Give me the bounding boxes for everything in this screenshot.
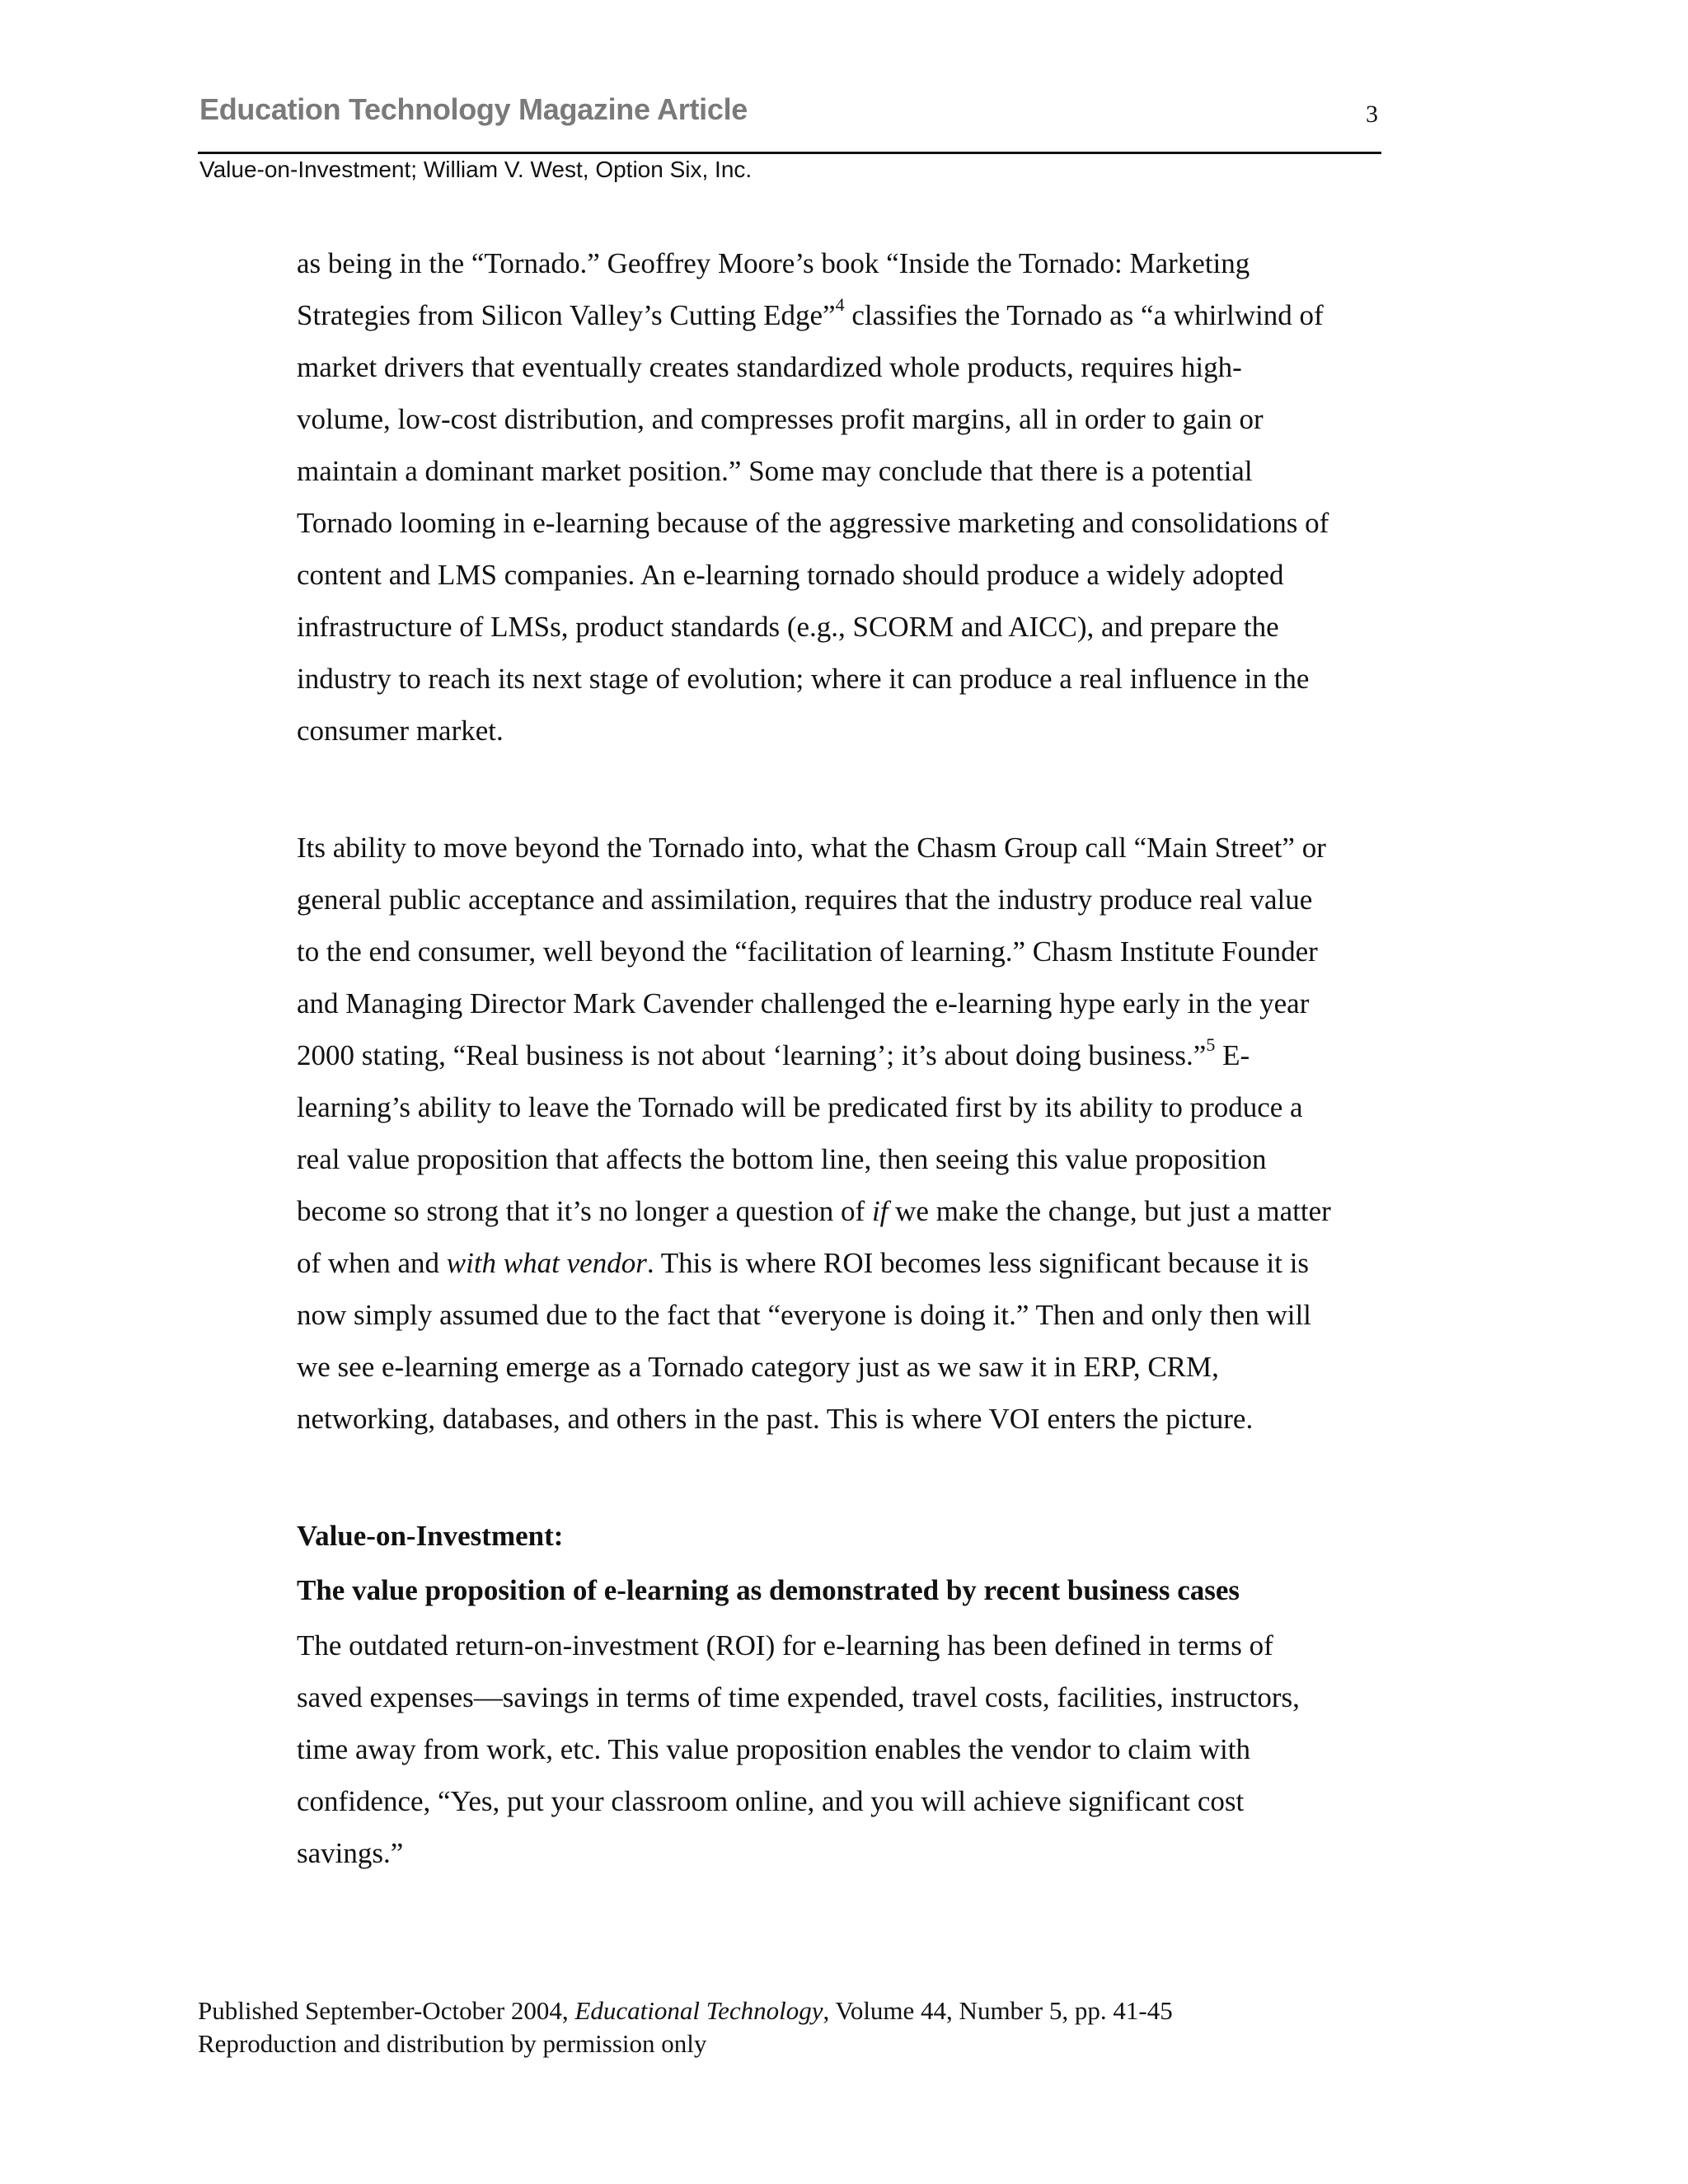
text-line: Tornado looming in e-learning because of the aggressive marketing and consolidations of bbox=[297, 507, 1329, 539]
text-line: maintain a dominant market position.” Some may conclude that there is a potential bbox=[297, 455, 1253, 487]
page-header bbox=[198, 92, 1381, 154]
text-line: and Managing Director Mark Cavender challenged the e-learning hype early in the year bbox=[297, 987, 1310, 1019]
text-span: E- bbox=[1215, 1039, 1250, 1071]
text-line: as being in the “Tornado.” Geoffrey Moore’s book “Inside the Tornado: Marketing bbox=[297, 247, 1250, 279]
text-line: savings.” bbox=[297, 1837, 404, 1869]
text-line: time away from work, etc. This value proposition enables the vendor to claim with bbox=[297, 1733, 1250, 1765]
paragraph-2 bbox=[297, 822, 1385, 1445]
page-footer bbox=[198, 1994, 1173, 2060]
text-span: . This is where ROI becomes less significant because it is bbox=[646, 1247, 1310, 1279]
text-span: , Volume 44, Number 5, pp. 41-45 bbox=[823, 1996, 1173, 2025]
page-number: 3 bbox=[1366, 101, 1378, 128]
text-line: consumer market. bbox=[297, 715, 504, 747]
text-line: to the end consumer, well beyond the “facilitation of learning.” Chasm Institute Founder bbox=[297, 935, 1318, 968]
text-line: market drivers that eventually creates standardized whole products, requires high- bbox=[297, 351, 1242, 383]
header-subtitle: Value-on-Investment; William V. West, Option Six, Inc. bbox=[199, 157, 753, 182]
text-span: Published September-October 2004, bbox=[198, 1996, 575, 2025]
text-span: classifies the Tornado as “a whirlwind of bbox=[844, 299, 1324, 331]
paragraph-1 bbox=[297, 237, 1385, 757]
text-line: industry to reach its next stage of evolution; where it can produce a real influence in the bbox=[297, 663, 1310, 695]
text-span: Strategies from Silicon Valley’s Cutting Edge” bbox=[297, 299, 836, 331]
article-body bbox=[297, 237, 1385, 1879]
header-title: Education Technology Magazine Article bbox=[199, 92, 748, 126]
text-line: networking, databases, and others in the past. This is where VOI enters the picture. bbox=[297, 1403, 1254, 1435]
publication-info bbox=[198, 1994, 1173, 2027]
section-heading: Value-on-Investment: bbox=[297, 1520, 564, 1552]
text-line: real value proposition that affects the bottom line, then seeing this value proposition bbox=[297, 1143, 1267, 1175]
text-line: confidence, “Yes, put your classroom online, and you will achieve significant cost bbox=[297, 1785, 1245, 1817]
text-line: saved expenses—savings in terms of time expended, travel costs, facilities, instructors, bbox=[297, 1681, 1300, 1713]
text-line bbox=[297, 289, 1385, 341]
paragraph-spacer bbox=[297, 757, 1385, 822]
text-line: learning’s ability to leave the Tornado will be predicated first by its ability to produce a bbox=[297, 1091, 1303, 1123]
text-line: now simply assumed due to the fact that “everyone is doing it.” Then and only then will bbox=[297, 1299, 1311, 1331]
section-spacer bbox=[297, 1445, 1385, 1510]
section-subheading: The value proposition of e-learning as demonstrated by recent business cases bbox=[297, 1574, 1240, 1606]
text-span: we make the change, but just a matter bbox=[888, 1195, 1331, 1227]
footnote-ref-5: 5 bbox=[1206, 1034, 1216, 1056]
text-line: we see e-learning emerge as a Tornado category just as we saw it in ERP, CRM, bbox=[297, 1351, 1219, 1383]
text-line bbox=[297, 1237, 1385, 1289]
text-line: Its ability to move beyond the Tornado into, what the Chasm Group call “Main Street” or bbox=[297, 832, 1326, 864]
text-span: 2000 stating, “Real business is not about ‘learning’; it’s about doing business.” bbox=[297, 1039, 1207, 1071]
emphasis-text: if bbox=[871, 1195, 889, 1227]
text-line: content and LMS companies. An e-learning tornado should produce a widely adopted bbox=[297, 559, 1284, 591]
footnote-ref-4: 4 bbox=[835, 294, 845, 316]
text-line: volume, low-cost distribution, and compresses profit margins, all in order to gain or bbox=[297, 403, 1264, 435]
text-line bbox=[297, 1185, 1385, 1237]
emphasis-text: with what vendor bbox=[446, 1247, 647, 1279]
permission-notice: Reproduction and distribution by permission only bbox=[198, 2029, 707, 2058]
journal-name: Educational Technology bbox=[574, 1996, 823, 2025]
text-line: The outdated return-on-investment (ROI) for e-learning has been defined in terms of bbox=[297, 1629, 1273, 1661]
text-line: general public acceptance and assimilation, requires that the industry produce real value bbox=[297, 883, 1313, 916]
text-span: become so strong that it’s no longer a question of bbox=[297, 1195, 872, 1227]
text-line: infrastructure of LMSs, product standards (e.g., SCORM and AICC), and prepare the bbox=[297, 611, 1279, 643]
text-span: of when and bbox=[297, 1247, 447, 1279]
text-line bbox=[297, 1029, 1385, 1081]
paragraph-3 bbox=[297, 1619, 1385, 1879]
